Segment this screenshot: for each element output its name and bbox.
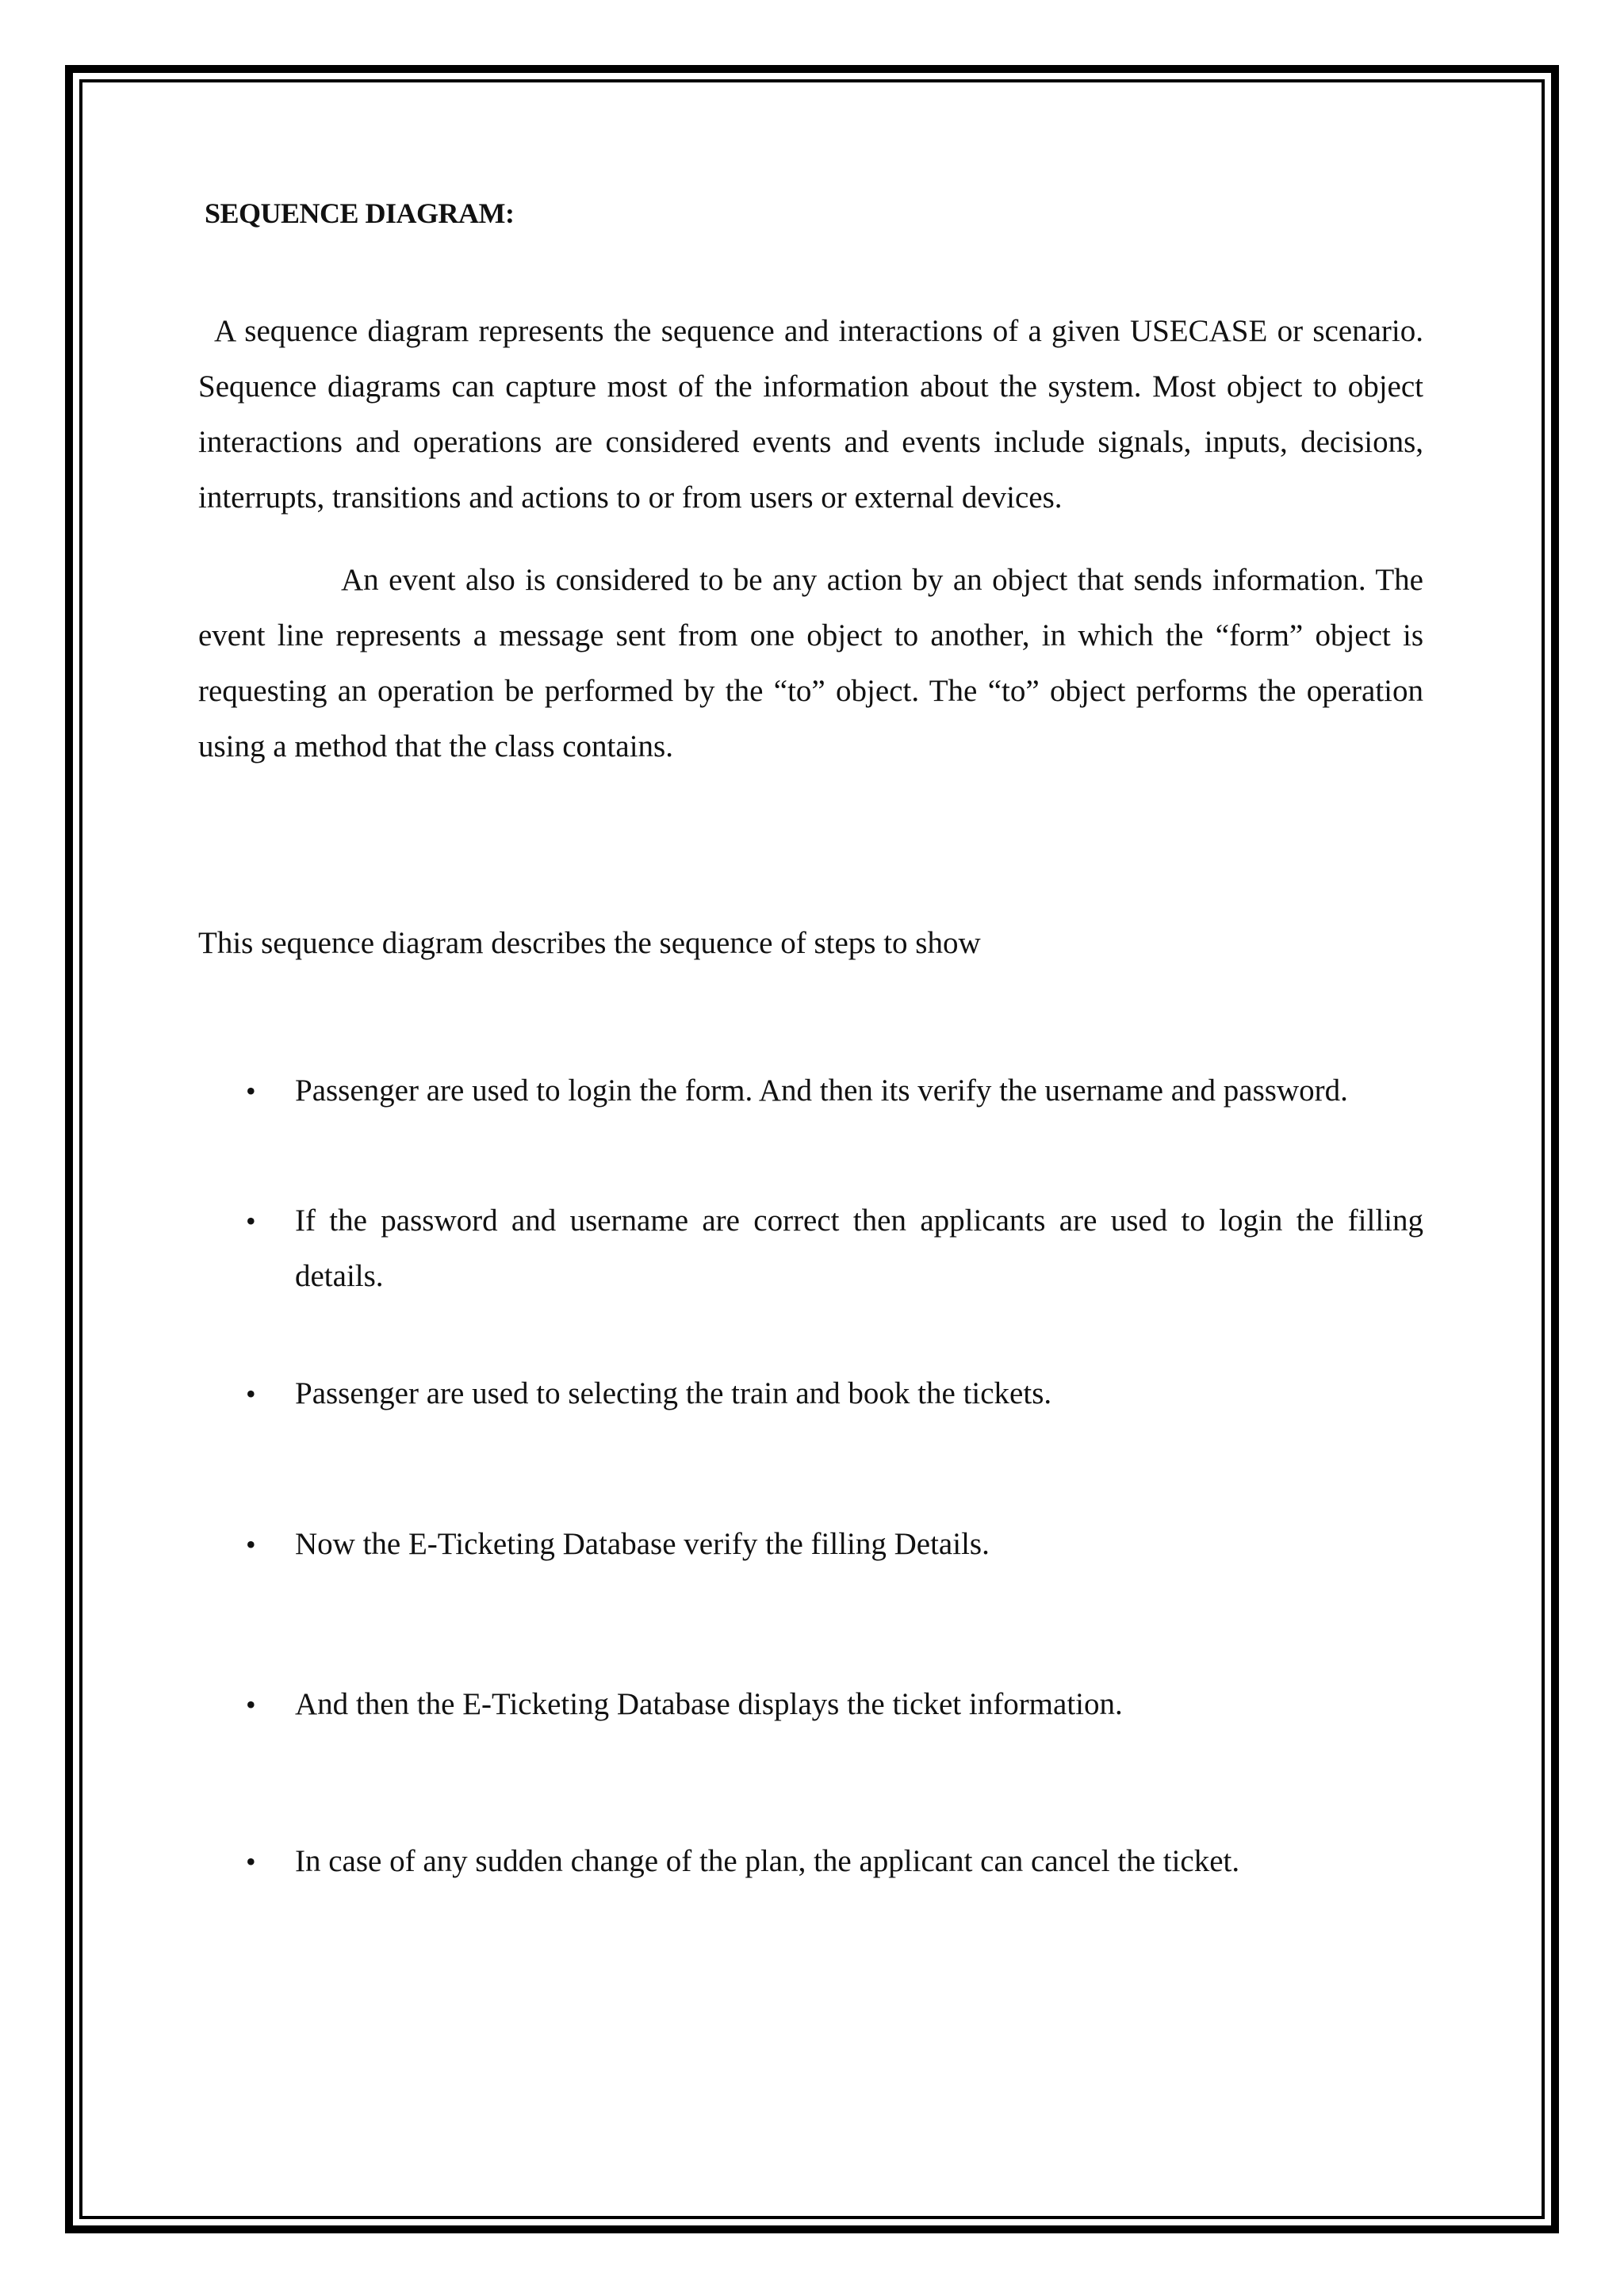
bullet-icon: • bbox=[246, 1846, 256, 1877]
paragraph-event: An event also is considered to be any action by an object that sends information. The event line represents a message sent from one object to another, in which the “form” object is requesting an operation be performed by the “to” object. The “to” object performs the operation using a method that the class contains. bbox=[198, 563, 1423, 763]
list-item bbox=[246, 1063, 1423, 1119]
bullet-icon: • bbox=[246, 1205, 256, 1237]
list-item-text: And then the E-Ticketing Database displays the ticket information. bbox=[295, 1687, 1123, 1721]
list-item bbox=[246, 1193, 1423, 1304]
list-item-text: Now the E-Ticketing Database verify the filling Details. bbox=[295, 1527, 990, 1561]
paragraph-definition: A sequence diagram represents the sequence and interactions of a given USECASE or scenario. Sequence diagrams can capture most of the information about the system. Most object to object interactions and operations are considered events and events include signals, inputs, decisions, interrupts, transitions and actions to or from users or external devices. bbox=[198, 314, 1423, 515]
list-item bbox=[246, 1366, 1423, 1422]
list-item bbox=[246, 1834, 1423, 1889]
list-item bbox=[246, 1677, 1423, 1732]
bullet-icon: • bbox=[246, 1075, 256, 1107]
steps-intro: This sequence diagram describes the sequence of steps to show bbox=[198, 926, 981, 960]
bullet-icon: • bbox=[246, 1529, 256, 1560]
bullet-icon: • bbox=[246, 1689, 256, 1720]
list-item-text: In case of any sudden change of the plan, the applicant can cancel the ticket. bbox=[295, 1844, 1240, 1878]
bullet-icon: • bbox=[246, 1378, 256, 1410]
section-heading: SEQUENCE DIAGRAM: bbox=[205, 197, 515, 229]
list-item-text: Passenger are used to selecting the train and book the tickets. bbox=[295, 1376, 1052, 1410]
list-item bbox=[246, 1517, 1423, 1572]
list-item-text: If the password and username are correct then applicants are used to login the filling details. bbox=[295, 1203, 1423, 1293]
list-item-text: Passenger are used to login the form. And then its verify the username and password. bbox=[295, 1073, 1348, 1108]
